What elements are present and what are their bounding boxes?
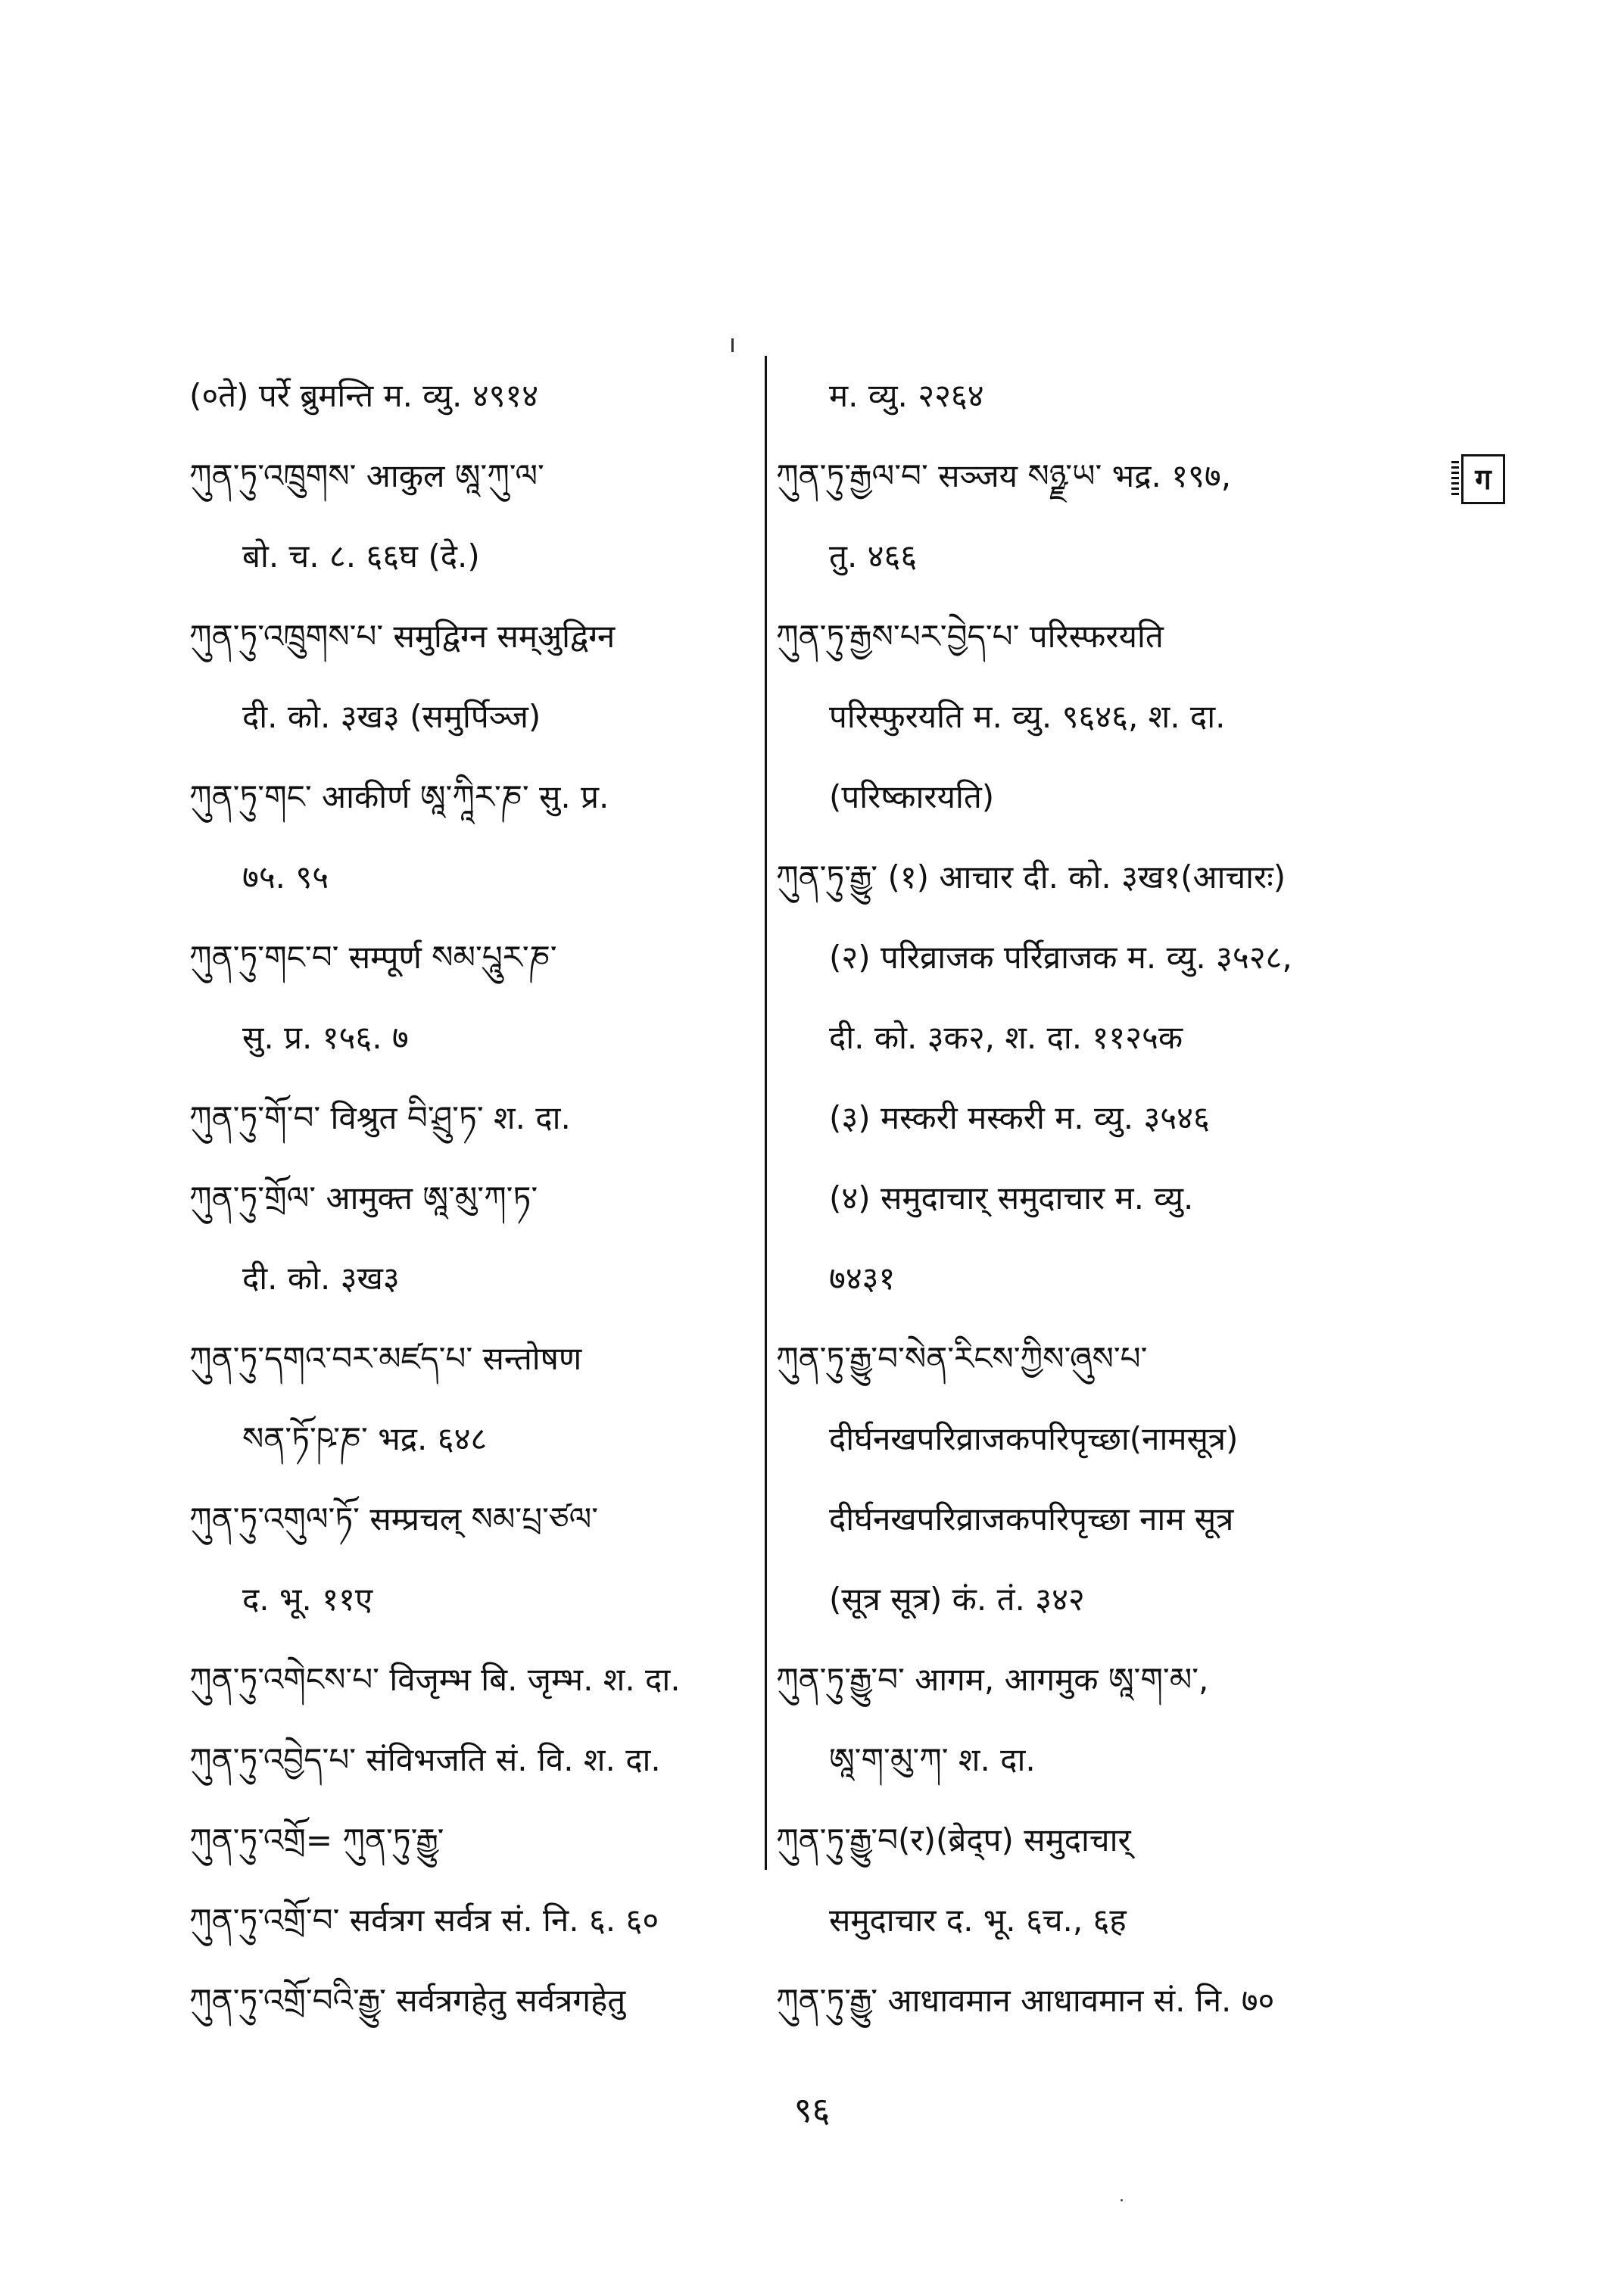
dictionary-line: ཨཱ་ག་མུ་ཀ་ श. दा. [829,1740,1036,1778]
column-divider [765,356,767,1870]
dictionary-line: ཀུན་ཏུ་རྒྱས་པར་བྱེད་པ་ परिस्फरयति [776,617,1164,655]
dictionary-line: ཀུན་ཏུ་འགྲོ་བ་ सर्वत्रग सर्वत्र सं. नि. ६. ६० [189,1901,659,1939]
dictionary-line: ཀུན་ཏུ་རྒྱུ་བ་སེན་རིངས་ཀྱིས་ཞུས་པ་ [776,1339,1148,1377]
dictionary-line: (२) परिव्राजक पर्रिव्राजक म. व्यु. ३५२८, [829,938,1292,976]
dictionary-line: द. भू. ११ए [242,1580,373,1618]
dictionary-line: ཀུན་ཏུ་འཁྲུགས་པ་ समुद्विग्न सम्अुद्विग्न [189,617,616,655]
dictionary-line: ཀུན་ཏུ་རྒྱུ་བ་ आगम, आगमुक ཨཱ་ག་མ་, [776,1660,1209,1698]
dictionary-line: སན་ཏོ་ཥ་ཎ་ भद्र. ६४८ [242,1419,488,1457]
dictionary-line: दीर्घनखपरिव्राजकपरिपृच्छा(नामसूत्र) [829,1419,1239,1457]
dictionary-line: ཀུན་ཏུ་འཁྲུགས་ आकुल ཨཱ་ཀུ་ལ་ [189,456,544,494]
dictionary-line: ཀུན་ཏུ་རྒྱུ་ आधावमान आधावमान सं. नि. ७० [776,1981,1275,2019]
dictionary-line: म. व्यु. २२६४ [829,376,984,414]
dictionary-line: दी. को. ३ख३ (समुर्पिञ्ज) [242,697,541,735]
scan-speck [1121,2199,1123,2201]
dictionary-line: ཀུན་ཏུ་གྲོལ་ आमुक्त ཨཱ་མུ་ཀ་ཏ་ [189,1179,538,1217]
dictionary-line: (परिष्कारयति) [829,777,995,815]
dictionary-line: ७४३१ [829,1259,896,1297]
left-column [189,356,765,2041]
dictionary-line: ཀུན་ཏུ་དགའ་བར་མཛད་པ་ सन्तोषण [189,1339,582,1377]
dictionary-line: परिस्फुरयति म. व्यु. ९६४६, श. दा. [829,697,1226,735]
right-column [776,356,1427,2041]
dictionary-line: ཀུན་ཏུ་འགྲོ་བའི་རྒྱུ་ सर्वत्रगहेतु सर्वत्रगहेतु [189,1981,626,2019]
dictionary-line: ཀུན་ཏུ་རྒྱལ་བ་ सञ्जय སཉྫ་ཡ་ भद्र. १९७, [776,456,1232,494]
dictionary-line: बो. च. ८. ६६घ (दे.) [242,537,480,575]
dictionary-line: (३) मस्करी मस्करी म. व्यु. ३५४६ [829,1098,1210,1136]
dictionary-line: ७५. ९५ [242,858,329,896]
dictionary-line: ཀུན་ཏུ་འགེངས་པ་ विजृम्भ बि. जृम्भ. श. दा. [189,1660,681,1698]
thumb-index-tab: ग [1461,454,1505,504]
dictionary-line: दी. को. ३ख३ [242,1259,400,1297]
dictionary-line: ཀུན་ཏུ་འགུལ་ཏོ་ सम्प्रचल् སམ་པྲ་ཙལ་ [189,1500,599,1537]
dictionary-line: दी. को. ३क२, श. दा. ११२५क [829,1018,1183,1056]
dictionary-line: ཀུན་ཏུ་རྒྱུ་ (१) आचार दी. को. ३ख१(आचारः) [776,858,1286,896]
dictionary-line: ཀུན་ཏུ་འགྲོ= ཀུན་ཏུ་རྒྱུ་ [189,1821,444,1858]
dictionary-line: ཀུན་ཏུ་འབྱེད་པ་ संविभजति सं. वि. श. दा. [189,1740,661,1778]
dictionary-line: ཀུན་ཏུ་རྒྱུ་བ(र)(ब्रेद्‌प) समुदाचार् [776,1821,1131,1858]
dictionary-line: (४) समुदाचार् समुदाचार म. व्यु. [829,1179,1194,1217]
dictionary-line: (०ते) पर्रे ब्रुमन्ति म. व्यु. ४९१४ [189,376,539,414]
dictionary-line: समुदाचार द. भू. ६च., ६ह [829,1901,1127,1939]
dictionary-line: (सूत्र सूत्र) कं. तं. ३४२ [829,1580,1085,1618]
dictionary-line: सु. प्र. १५६. ७ [242,1018,409,1056]
dictionary-line: ཀུན་ཏུ་གང་བ་ सम्पूर्ण སམ་པཱུར་ཎ་ [189,938,557,976]
column-top-tick [731,338,734,352]
dictionary-line: तु. ४६६ [829,537,918,575]
dictionary-line: ཀུན་ཏུ་གང་ आकीर्ण ཨཱ་ཀཱིར་ཎ་ सु. प्र. [189,777,609,815]
page-number: ९६ [793,2089,831,2130]
dictionary-line: ཀུན་ཏུ་གོ་བ་ विश्रुत བི་ཤྲུ་ཏ་ श. दा. [189,1098,571,1136]
dictionary-line: दीर्घनखपरिव्राजकपरिपृच्छा नाम सूत्र [829,1500,1234,1537]
